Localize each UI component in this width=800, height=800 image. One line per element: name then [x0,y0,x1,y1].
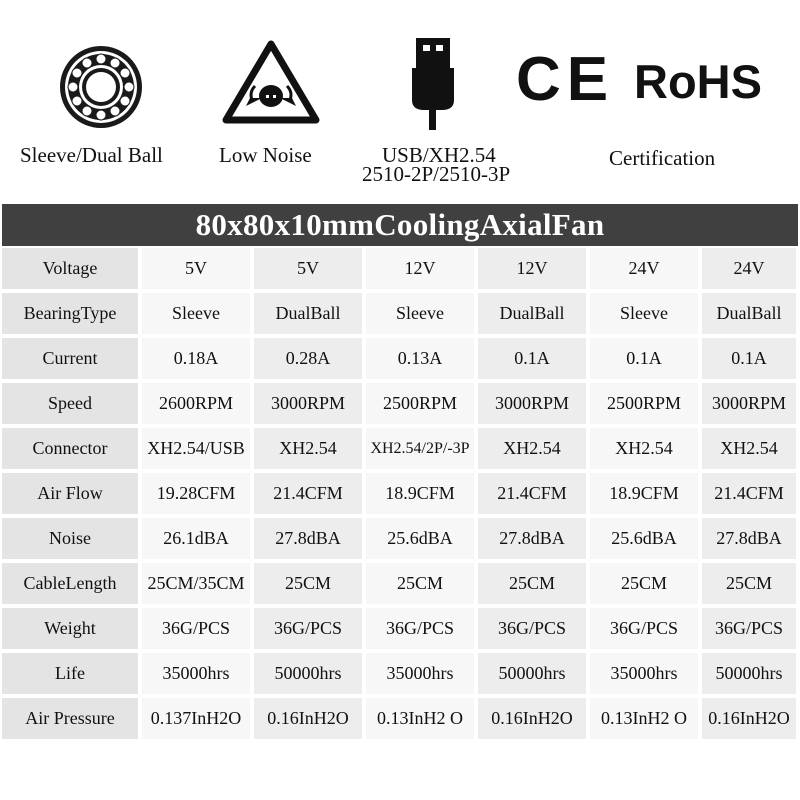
row-label: Air Flow [2,473,138,514]
table-cell: 24V [702,248,796,289]
table-cell: XH2.54 [478,428,586,469]
table-cell: XH2.54 [702,428,796,469]
table-title: 80x80x10mmCoolingAxialFan [2,204,798,246]
table-cell: 25CM [590,563,698,604]
table-cell: 2600RPM [142,383,250,424]
table-cell: 50000hrs [702,653,796,694]
table-cell: Sleeve [366,293,474,334]
table-row [2,608,800,653]
table-cell: 0.137InH2O [142,698,250,739]
feature-label: Low Noise [219,143,312,167]
table-row [2,518,800,563]
table-cell: 36G/PCS [702,608,796,649]
table-cell: 5V [254,248,362,289]
table-cell: 35000hrs [366,653,474,694]
table-cell: Sleeve [590,293,698,334]
row-label: Weight [2,608,138,649]
table-cell: 35000hrs [590,653,698,694]
table-cell: 0.1A [478,338,586,379]
table-cell: 0.13A [366,338,474,379]
bearing-icon [57,43,145,131]
feature-strip [0,0,800,200]
low-noise-icon [222,40,320,124]
table-cell: 27.8dBA [254,518,362,559]
row-label: Speed [2,383,138,424]
table-cell: 25CM [366,563,474,604]
table-row [2,563,800,608]
row-label: CableLength [2,563,138,604]
table-cell: 36G/PCS [478,608,586,649]
row-label: Current [2,338,138,379]
table-cell: 2500RPM [366,383,474,424]
table-cell: XH2.54/USB [142,428,250,469]
spec-table [2,248,800,743]
table-cell: 50000hrs [254,653,362,694]
table-cell: 0.1A [702,338,796,379]
feature-label: Sleeve/Dual Ball [20,143,163,167]
table-cell: 18.9CFM [590,473,698,514]
row-label: Voltage [2,248,138,289]
table-cell: 12V [478,248,586,289]
table-cell: 36G/PCS [254,608,362,649]
table-cell: 21.4CFM [254,473,362,514]
table-cell: 35000hrs [142,653,250,694]
table-row [2,428,800,473]
table-cell: 36G/PCS [366,608,474,649]
table-cell: 0.13InH2 O [366,698,474,739]
table-cell: 26.1dBA [142,518,250,559]
table-cell: XH2.54 [590,428,698,469]
table-cell: 0.16InH2O [702,698,796,739]
table-cell: Sleeve [142,293,250,334]
table-cell: 50000hrs [478,653,586,694]
table-cell: 25CM [478,563,586,604]
table-cell: 25.6dBA [366,518,474,559]
table-cell: 0.16InH2O [478,698,586,739]
table-cell: DualBall [702,293,796,334]
table-cell: 0.28A [254,338,362,379]
table-cell: 0.13InH2 O [590,698,698,739]
table-cell: 5V [142,248,250,289]
table-cell: 36G/PCS [142,608,250,649]
ce-mark-icon: CE [516,45,615,114]
table-row [2,653,800,698]
table-row [2,473,800,518]
feature-label-line1: USB/XH2.54 [382,143,496,167]
table-row [2,698,800,743]
table-cell: 0.18A [142,338,250,379]
table-cell: 27.8dBA [478,518,586,559]
row-label: Life [2,653,138,694]
table-row [2,383,800,428]
table-cell: DualBall [254,293,362,334]
feature-label-line2: 2510-2P/2510-3P [362,162,511,186]
table-cell: 27.8dBA [702,518,796,559]
table-cell: 18.9CFM [366,473,474,514]
table-cell: 24V [590,248,698,289]
table-cell: 25CM/35CM [142,563,250,604]
row-label: BearingType [2,293,138,334]
table-cell: XH2.54/2P/-3P [366,428,474,469]
table-cell: 19.28CFM [142,473,250,514]
table-cell: 2500RPM [590,383,698,424]
row-label: Connector [2,428,138,469]
table-cell: 3000RPM [254,383,362,424]
table-row [2,293,800,338]
table-cell: 12V [366,248,474,289]
table-row [2,248,800,293]
table-cell: 3000RPM [478,383,586,424]
table-cell: 25CM [254,563,362,604]
table-cell: 21.4CFM [702,473,796,514]
row-label: Noise [2,518,138,559]
usb-plug-icon [412,36,456,132]
table-cell: 25CM [702,563,796,604]
table-cell: 21.4CFM [478,473,586,514]
rohs-logo-icon: RoHS [634,55,762,108]
table-cell: 3000RPM [702,383,796,424]
table-row [2,338,800,383]
table-cell: DualBall [478,293,586,334]
row-label: Air Pressure [2,698,138,739]
table-cell: 0.1A [590,338,698,379]
feature-label: Certification [609,146,716,170]
table-cell: 25.6dBA [590,518,698,559]
table-cell: 0.16InH2O [254,698,362,739]
table-cell: 36G/PCS [590,608,698,649]
table-cell: XH2.54 [254,428,362,469]
